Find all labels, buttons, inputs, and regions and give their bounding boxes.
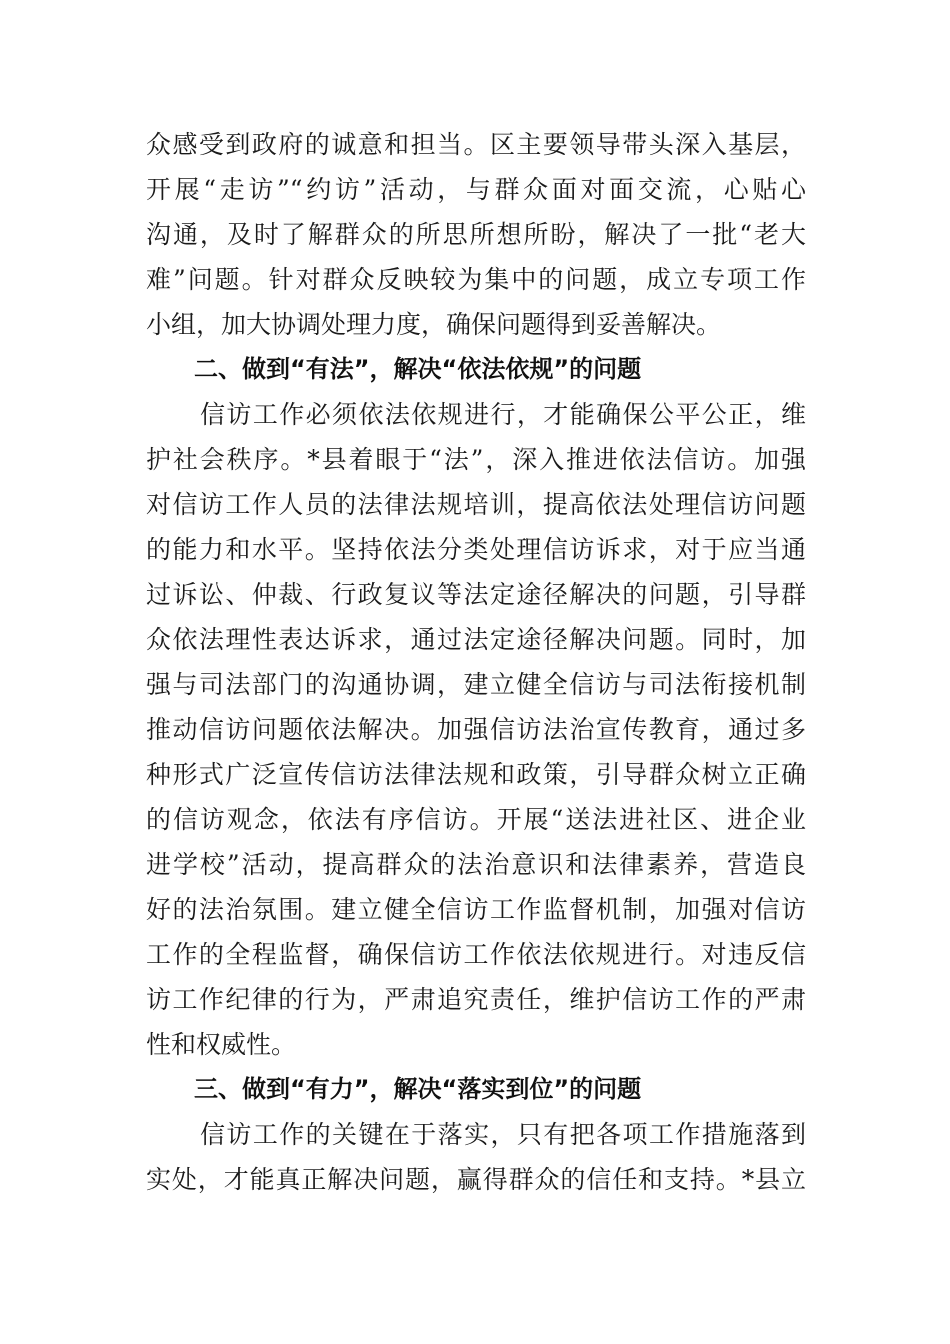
paragraph-1 <box>146 122 806 347</box>
text-line: 好的法治氛围。建立健全信访工作监督机制，加强对信访 <box>146 895 806 924</box>
text-line: 开展“走访”“约访”活动，与群众面对面交流，心贴心 <box>146 175 806 204</box>
text-line: 沟通，及时了解群众的所思所想所盼，解决了一批“老大 <box>146 220 806 249</box>
text-line: 众依法理性表达诉求，通过法定途径解决问题。同时，加 <box>146 625 806 654</box>
text-line: 工作的全程监督，确保信访工作依法依规进行。对违反信 <box>146 940 806 969</box>
text-line: 信访工作的关键在于落实，只有把各项工作措施落到 <box>200 1120 806 1149</box>
text-line: 实处，才能真正解决问题，赢得群众的信任和支持。*县立 <box>146 1165 806 1194</box>
text-line: 小组，加大协调处理力度，确保问题得到妥善解决。 <box>146 310 722 339</box>
text-line: 强与司法部门的沟通协调，建立健全信访与司法衔接机制 <box>146 670 806 699</box>
text-line: 推动信访问题依法解决。加强信访法治宣传教育，通过多 <box>146 715 806 744</box>
paragraph-2 <box>146 392 806 1067</box>
section-heading-3: 三、做到“有力”，解决“落实到位”的问题 <box>194 1075 642 1103</box>
text-line: 信访工作必须依法依规进行，才能确保公平公正，维 <box>200 400 806 429</box>
document-page <box>146 122 806 1202</box>
text-line: 的信访观念，依法有序信访。开展“送法进社区、进企业 <box>146 805 806 834</box>
text-line: 性和权威性。 <box>146 1030 297 1059</box>
section-heading-2: 二、做到“有法”，解决“依法依规”的问题 <box>194 355 642 383</box>
text-line: 种形式广泛宣传信访法律法规和政策，引导群众树立正确 <box>146 760 806 789</box>
text-line: 进学校”活动，提高群众的法治意识和法律素养，营造良 <box>146 850 806 879</box>
text-line: 护社会秩序。*县着眼于“法”，深入推进依法信访。加强 <box>146 445 806 474</box>
text-line: 的能力和水平。坚持依法分类处理信访诉求，对于应当通 <box>146 535 806 564</box>
text-line: 过诉讼、仲裁、行政复议等法定途径解决的问题，引导群 <box>146 580 806 609</box>
paragraph-3 <box>146 1112 806 1202</box>
text-line: 众感受到政府的诚意和担当。区主要领导带头深入基层， <box>146 130 806 159</box>
text-line: 难”问题。针对群众反映较为集中的问题，成立专项工作 <box>146 265 806 294</box>
text-line: 对信访工作人员的法律法规培训，提高依法处理信访问题 <box>146 490 806 519</box>
text-line: 访工作纪律的行为，严肃追究责任，维护信访工作的严肃 <box>146 985 806 1014</box>
